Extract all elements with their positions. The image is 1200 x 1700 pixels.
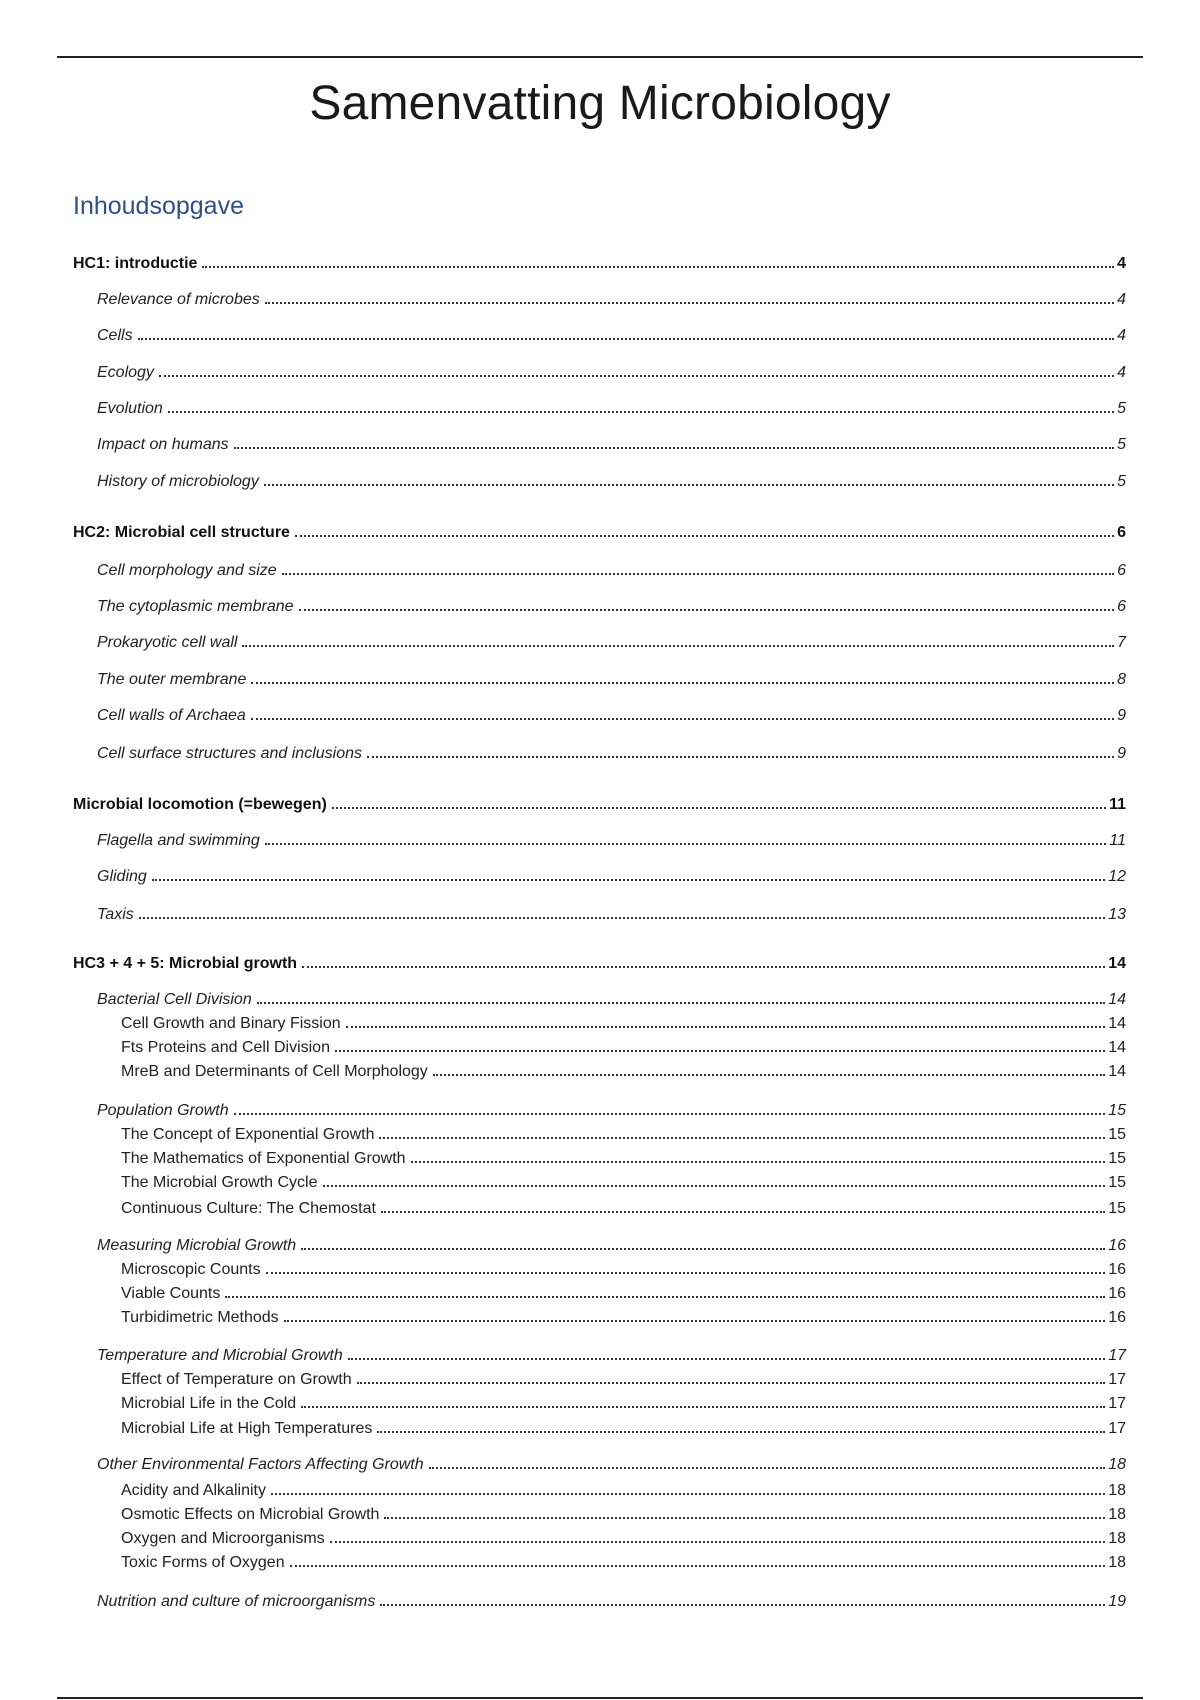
toc-entry[interactable]: Cell walls of Archaea 9 — [97, 707, 1126, 724]
toc-entry[interactable]: Cells 4 — [97, 327, 1126, 344]
toc-entry[interactable]: Measuring Microbial Growth 16 — [97, 1237, 1126, 1254]
toc-entry[interactable]: HC1: introductie 4 — [73, 255, 1126, 272]
bottom-rule — [57, 1697, 1143, 1699]
toc-heading: Inhoudsopgave — [73, 192, 244, 220]
toc-entry[interactable]: Microscopic Counts 16 — [121, 1261, 1126, 1278]
toc-entry[interactable]: Effect of Temperature on Growth 17 — [121, 1371, 1126, 1388]
toc-entry[interactable]: Cell morphology and size 6 — [97, 562, 1126, 579]
toc-entry[interactable]: Toxic Forms of Oxygen 18 — [121, 1554, 1126, 1571]
toc-entry[interactable]: Osmotic Effects on Microbial Growth 18 — [121, 1506, 1126, 1523]
toc-entry[interactable]: The Mathematics of Exponential Growth 15 — [121, 1150, 1126, 1167]
toc-entry[interactable]: Temperature and Microbial Growth 17 — [97, 1347, 1126, 1364]
toc-entry[interactable]: HC2: Microbial cell structure 6 — [73, 524, 1126, 541]
toc-entry[interactable]: Flagella and swimming 11 — [97, 832, 1126, 849]
toc-entry[interactable]: Viable Counts 16 — [121, 1285, 1126, 1302]
toc-entry[interactable]: Ecology 4 — [97, 364, 1126, 381]
toc-entry[interactable]: Microbial Life in the Cold 17 — [121, 1395, 1126, 1412]
toc-entry[interactable]: The Microbial Growth Cycle 15 — [121, 1174, 1126, 1191]
toc-entry[interactable]: Turbidimetric Methods 16 — [121, 1309, 1126, 1326]
toc-entry[interactable]: History of microbiology 5 — [97, 473, 1126, 490]
toc-entry[interactable]: Cell surface structures and inclusions 9 — [97, 745, 1126, 762]
toc-entry[interactable]: Microbial locomotion (=bewegen) 11 — [73, 796, 1126, 813]
toc-entry[interactable]: Evolution 5 — [97, 400, 1126, 417]
page-title: Samenvatting Microbiology — [309, 77, 891, 130]
toc-entry[interactable]: Acidity and Alkalinity 18 — [121, 1482, 1126, 1499]
toc-entry[interactable]: The Concept of Exponential Growth 15 — [121, 1126, 1126, 1143]
toc-entry[interactable]: Prokaryotic cell wall 7 — [97, 634, 1126, 651]
toc-entry[interactable]: Gliding 12 — [97, 868, 1126, 885]
toc-entry[interactable]: The outer membrane 8 — [97, 671, 1126, 688]
toc-entry[interactable]: Population Growth 15 — [97, 1102, 1126, 1119]
toc-entry[interactable]: Microbial Life at High Temperatures 17 — [121, 1420, 1126, 1437]
toc-entry[interactable]: Continuous Culture: The Chemostat 15 — [121, 1200, 1126, 1217]
toc-entry[interactable]: Taxis 13 — [97, 906, 1126, 923]
toc-entry[interactable]: Oxygen and Microorganisms 18 — [121, 1530, 1126, 1547]
toc-entry[interactable]: The cytoplasmic membrane 6 — [97, 598, 1126, 615]
toc-entry[interactable]: Relevance of microbes 4 — [97, 291, 1126, 308]
toc-entry[interactable]: Bacterial Cell Division 14 — [97, 991, 1126, 1008]
toc-entry[interactable]: HC3 + 4 + 5: Microbial growth 14 — [73, 955, 1126, 972]
toc-entry[interactable]: Fts Proteins and Cell Division 14 — [121, 1039, 1126, 1056]
toc-entry[interactable]: Cell Growth and Binary Fission 14 — [121, 1015, 1126, 1032]
toc-entry[interactable]: Nutrition and culture of microorganisms 19 — [97, 1593, 1126, 1610]
toc-entry[interactable]: Other Environmental Factors Affecting Growth 18 — [97, 1456, 1126, 1473]
toc-entry[interactable]: Impact on humans 5 — [97, 436, 1126, 453]
toc-entry[interactable]: MreB and Determinants of Cell Morphology 14 — [121, 1063, 1126, 1080]
